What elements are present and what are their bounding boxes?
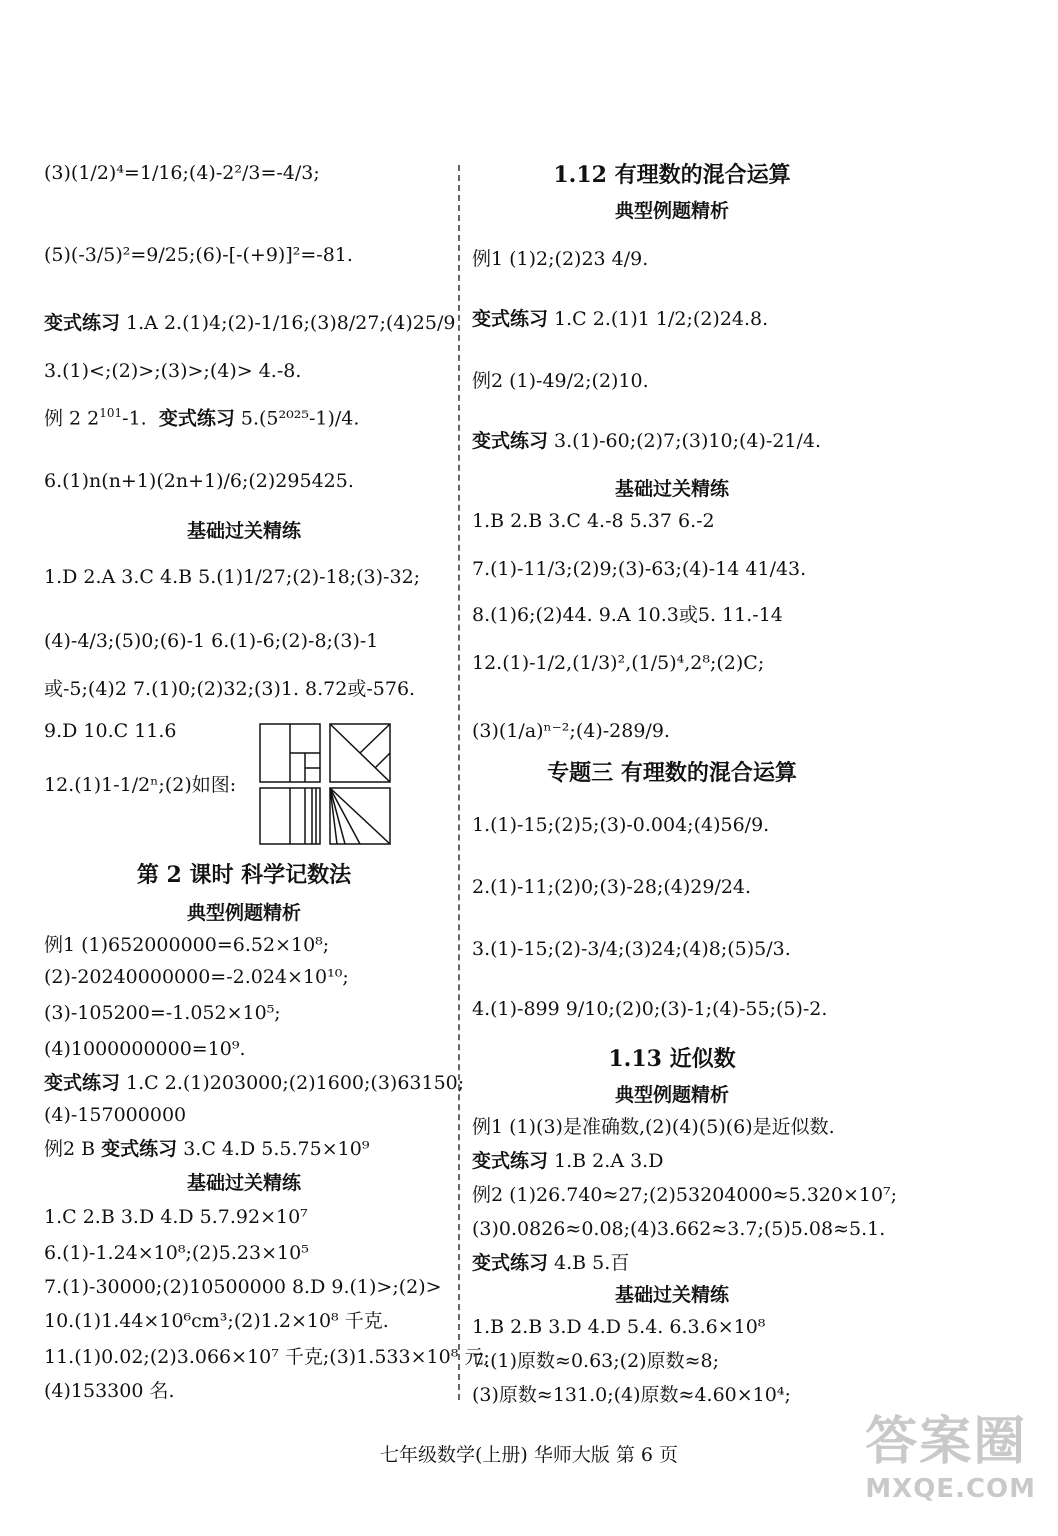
answer-line: 11.(1)0.02;(2)3.066×10⁷ 千克;(3)1.533×10⁸ 元;	[44, 1346, 490, 1368]
page-footer: 七年级数学(上册) 华师大版 第 6 页	[379, 1444, 679, 1466]
answer-line: 2.(1)-11;(2)0;(3)-28;(4)29/24.	[472, 876, 752, 898]
answer-line: (4)-157000000	[44, 1104, 187, 1126]
answer-line: 7.(1)-30000;(2)10500000 8.D 9.(1)>;(2)>	[44, 1276, 442, 1298]
answer-line: 9.D 10.C 11.6	[44, 720, 177, 742]
answer-line: (3)-105200=-1.052×10⁵;	[44, 1002, 281, 1024]
answer-text: 1.A 2.(1)4;(2)-1/16;(3)8/27;(4)25/9	[120, 312, 456, 334]
answer-line: (3)原数≈131.0;(4)原数≈4.60×10⁴;	[472, 1384, 791, 1406]
answer-line	[472, 1148, 663, 1174]
answer-line: (5)(-3/5)²=9/25;(6)-[-(+9)]²=-81.	[44, 244, 353, 266]
answer-line: 1.(1)-15;(2)5;(3)-0.004;(4)56/9.	[472, 814, 770, 836]
answer-line: (4)-4/3;(5)0;(6)-1 6.(1)-6;(2)-8;(3)-1	[44, 630, 379, 652]
answer-line: (3)(1/a)ⁿ⁻²;(4)-289/9.	[472, 720, 670, 742]
answer-line: 1.B 2.B 3.C 4.-8 5.37 6.-2	[472, 510, 715, 532]
answer-line	[44, 400, 359, 431]
answer-text: 1.C 2.(1)1 1/2;(2)24.8.	[548, 308, 769, 330]
answer-text: 例 2 2	[44, 407, 100, 430]
answer-line: 7.(1)-11/3;(2)9;(3)-63;(4)-14 41/43.	[472, 558, 807, 580]
answer-line: (3)0.0826≈0.08;(4)3.662≈3.7;(5)5.08≈5.1.	[472, 1218, 886, 1240]
exercise-label: 变式练习	[158, 407, 235, 430]
exercise-label: 变式练习	[44, 1072, 121, 1094]
watermark-url: MXQE.COM	[865, 1474, 1036, 1504]
answer-line	[472, 428, 821, 454]
answer-line: 1.C 2.B 3.D 4.D 5.7.92×10⁷	[44, 1206, 308, 1228]
answer-line: 例1 (1)2;(2)23 4/9.	[472, 248, 649, 270]
answer-line: 3.(1)-15;(2)-3/4;(3)24;(4)8;(5)5/3.	[472, 938, 791, 960]
answer-line: 或-5;(4)2 7.(1)0;(2)32;(3)1. 8.72或-576.	[44, 678, 416, 700]
answer-line: 4.(1)-899 9/10;(2)0;(3)-1;(4)-55;(5)-2.	[472, 998, 828, 1020]
answer-line: 12.(1)-1/2,(1/3)²,(1/5)⁴,2⁸;(2)C;	[472, 652, 765, 674]
answer-line: 例2 (1)26.740≈27;(2)53204000≈5.320×10⁷;	[472, 1184, 898, 1206]
exercise-label: 变式练习	[472, 1150, 549, 1172]
answer-line: 1.B 2.B 3.D 4.D 5.4. 6.3.6×10⁸	[472, 1316, 766, 1338]
answer-line	[44, 1136, 369, 1162]
answer-line	[472, 306, 768, 332]
answer-line: (2)-20240000000=-2.024×10¹⁰;	[44, 966, 349, 988]
section-heading: 基础过关精练	[186, 1172, 301, 1194]
answer-text: 5.(5²⁰²⁵-1)/4.	[234, 407, 360, 430]
answer-line	[44, 1070, 464, 1096]
answer-line: 1.D 2.A 3.C 4.B 5.(1)1/27;(2)-18;(3)-32;	[44, 566, 421, 588]
answer-line: 8.(1)6;(2)44. 9.A 10.3或5. 11.-14	[472, 604, 783, 626]
answer-line: 例1 (1)652000000=6.52×10⁸;	[44, 934, 330, 956]
answer-line: (4)153300 名.	[44, 1380, 175, 1402]
answer-line: 10.(1)1.44×10⁶cm³;(2)1.2×10⁸ 千克.	[44, 1310, 389, 1332]
square-division-diagram	[258, 722, 393, 847]
answer-line: (3)(1/2)⁴=1/16;(4)-2²/3=-4/3;	[44, 162, 320, 184]
answer-line: 12.(1)1-1/2ⁿ;(2)如图:	[44, 774, 237, 796]
section-heading: 典型例题精析	[614, 1084, 729, 1106]
exercise-label: 变式练习	[472, 308, 549, 330]
section-heading: 基础过关精练	[186, 520, 301, 542]
answer-line: 6.(1)n(n+1)(2n+1)/6;(2)295425.	[44, 470, 354, 492]
answer-line: 7.(1)原数≈0.63;(2)原数≈8;	[472, 1350, 719, 1372]
answer-line: (4)1000000000=10⁹.	[44, 1038, 246, 1060]
answer-text: 例2 B	[44, 1138, 102, 1160]
answer-line	[472, 1250, 629, 1276]
answer-text: 4.B 5.百	[548, 1252, 630, 1274]
answer-line: 例2 (1)-49/2;(2)10.	[472, 370, 649, 392]
watermark	[865, 1399, 1036, 1504]
section-heading: 基础过关精练	[614, 1284, 729, 1306]
answer-line	[44, 310, 455, 336]
section-heading: 典型例题精析	[614, 200, 729, 222]
answer-text: 3.C 4.D 5.5.75×10⁹	[177, 1138, 370, 1160]
exercise-label: 变式练习	[101, 1138, 178, 1160]
answer-text: 1.C 2.(1)203000;(2)1600;(3)63150;	[120, 1072, 465, 1094]
answer-text: 3.(1)-60;(2)7;(3)10;(4)-21/4.	[548, 430, 822, 452]
exercise-label: 变式练习	[44, 312, 121, 334]
watermark-logo: 答案圈	[865, 1412, 1028, 1472]
section-heading: 第 2 课时 科学记数法	[136, 862, 352, 888]
section-heading: 1.13 近似数	[608, 1046, 736, 1072]
section-heading: 典型例题精析	[186, 902, 301, 924]
answer-line: 3.(1)<;(2)>;(3)>;(4)> 4.-8.	[44, 360, 302, 382]
answer-line: 6.(1)-1.24×10⁸;(2)5.23×10⁵	[44, 1242, 309, 1264]
exponent: 101	[99, 406, 123, 420]
section-heading: 基础过关精练	[614, 478, 729, 500]
exercise-label: 变式练习	[472, 1252, 549, 1274]
section-heading: 专题三 有理数的混合运算	[547, 760, 797, 786]
section-heading: 1.12 有理数的混合运算	[553, 162, 791, 188]
column-divider	[458, 165, 460, 1400]
answer-text: -1.	[122, 407, 147, 430]
answer-line: 例1 (1)(3)是准确数,(2)(4)(5)(6)是近似数.	[472, 1116, 835, 1138]
exercise-label: 变式练习	[472, 430, 549, 452]
answer-text: 1.B 2.A 3.D	[548, 1150, 664, 1172]
